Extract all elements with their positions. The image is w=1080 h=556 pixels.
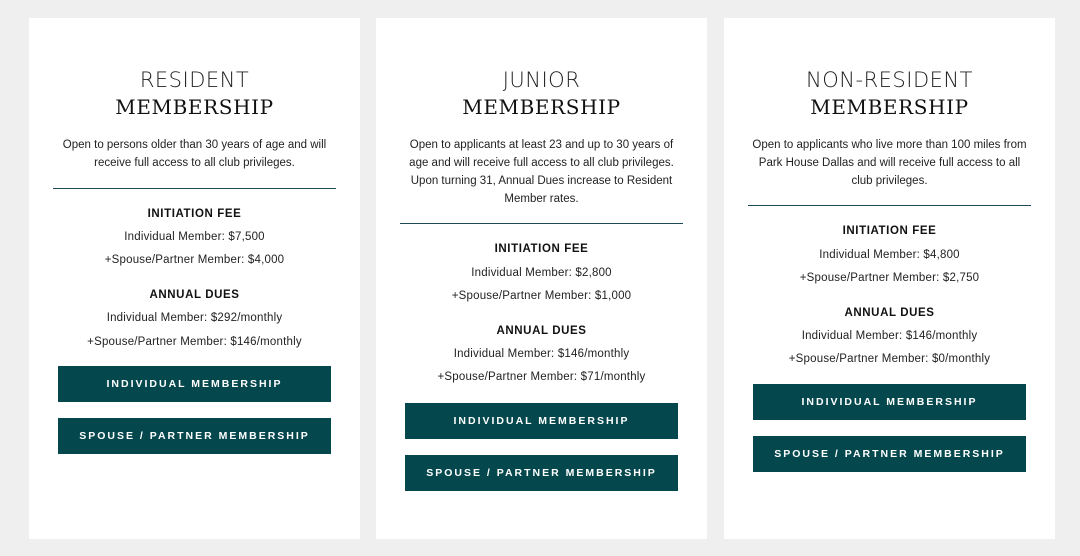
annual-dues-individual: Individual Member: $146/monthly bbox=[801, 330, 978, 342]
annual-dues-spouse: +Spouse/Partner Member: $146/monthly bbox=[87, 336, 302, 348]
annual-dues-individual: Individual Member: $146/monthly bbox=[453, 348, 630, 360]
initiation-fee-heading: INITIATION FEE bbox=[494, 243, 589, 255]
annual-dues-individual: Individual Member: $292/monthly bbox=[106, 312, 283, 324]
initiation-fee-spouse: +Spouse/Partner Member: $1,000 bbox=[451, 290, 632, 302]
spouse-partner-membership-button[interactable]: SPOUSE / PARTNER MEMBERSHIP bbox=[753, 436, 1026, 472]
initiation-fee-individual: Individual Member: $2,800 bbox=[471, 267, 612, 279]
resident-membership-card bbox=[29, 18, 360, 539]
card-divider bbox=[400, 223, 683, 224]
card-title-top: JUNIOR bbox=[502, 68, 581, 92]
spouse-partner-membership-button[interactable]: SPOUSE / PARTNER MEMBERSHIP bbox=[58, 418, 331, 454]
individual-membership-button[interactable]: INDIVIDUAL MEMBERSHIP bbox=[753, 384, 1026, 420]
individual-membership-button[interactable]: INDIVIDUAL MEMBERSHIP bbox=[405, 403, 678, 439]
annual-dues-heading: ANNUAL DUES bbox=[496, 325, 587, 337]
initiation-fee-heading: INITIATION FEE bbox=[842, 225, 937, 237]
card-description: Open to applicants who live more than 100 miles from Park House Dallas and will receive full access to all club privileges. bbox=[752, 139, 1027, 187]
card-title-top: NON-RESIDENT bbox=[806, 68, 973, 92]
annual-dues-heading: ANNUAL DUES bbox=[149, 289, 240, 301]
initiation-fee-individual: Individual Member: $4,800 bbox=[819, 249, 960, 261]
annual-dues-heading: ANNUAL DUES bbox=[844, 307, 935, 319]
initiation-fee-spouse: +Spouse/Partner Member: $4,000 bbox=[104, 254, 285, 266]
non-resident-membership-card bbox=[724, 18, 1055, 539]
individual-membership-button[interactable]: INDIVIDUAL MEMBERSHIP bbox=[58, 366, 331, 402]
card-divider bbox=[53, 188, 336, 189]
initiation-fee-individual: Individual Member: $7,500 bbox=[124, 231, 265, 243]
card-title-bottom: MEMBERSHIP bbox=[462, 95, 621, 119]
annual-dues-spouse: +Spouse/Partner Member: $71/monthly bbox=[437, 371, 646, 383]
spouse-partner-membership-button[interactable]: SPOUSE / PARTNER MEMBERSHIP bbox=[405, 455, 678, 491]
card-divider bbox=[748, 205, 1031, 206]
annual-dues-spouse: +Spouse/Partner Member: $0/monthly bbox=[788, 353, 991, 365]
initiation-fee-spouse: +Spouse/Partner Member: $2,750 bbox=[799, 272, 980, 284]
junior-membership-card bbox=[376, 18, 707, 539]
card-title-bottom: MEMBERSHIP bbox=[810, 95, 969, 119]
card-title-bottom: MEMBERSHIP bbox=[115, 95, 274, 119]
card-description: Open to applicants at least 23 and up to 30 years of age and will receive full access to all club privileges. Upon turning 31, Annual Dues increase to Resident Member rates. bbox=[409, 139, 674, 205]
initiation-fee-heading: INITIATION FEE bbox=[147, 208, 242, 220]
card-description: Open to persons older than 30 years of age and will receive full access to all club privileges. bbox=[62, 139, 327, 169]
card-title-top: RESIDENT bbox=[139, 68, 250, 92]
